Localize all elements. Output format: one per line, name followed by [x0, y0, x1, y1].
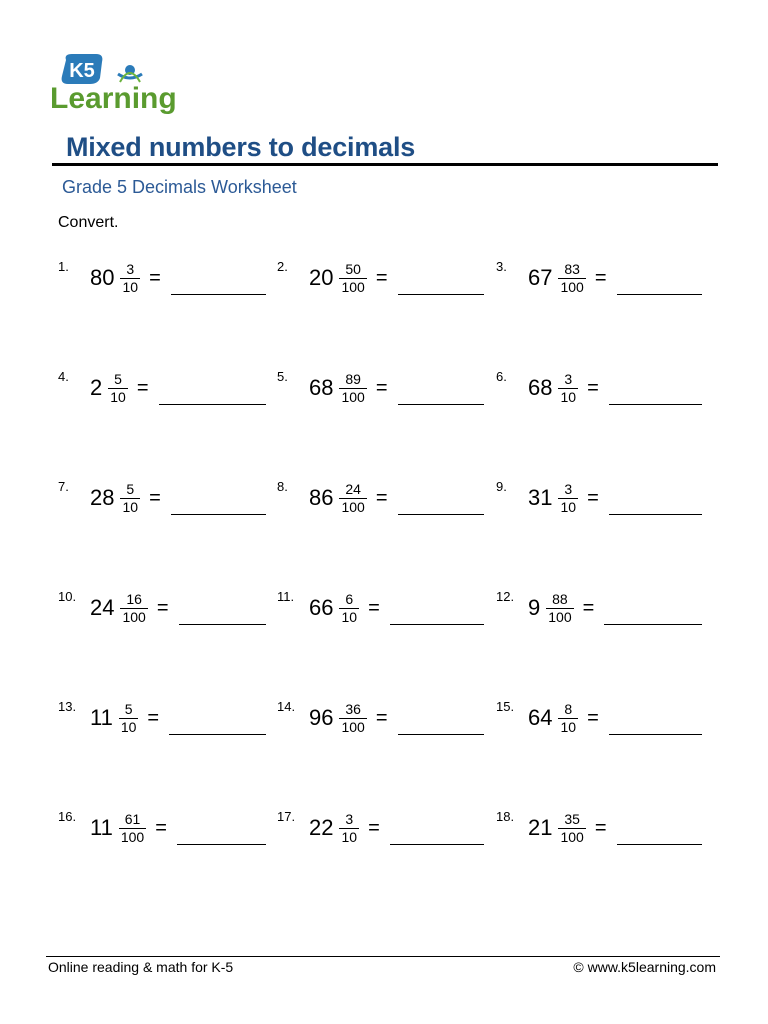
equals-sign: =: [149, 486, 161, 509]
whole-number: 67: [528, 265, 553, 290]
problem-item: [58, 697, 266, 747]
denominator: 100: [560, 278, 584, 295]
answer-blank[interactable]: [617, 844, 702, 845]
equals-sign: =: [147, 706, 160, 729]
equals-sign: =: [375, 706, 388, 729]
fraction: [558, 481, 578, 516]
problem-item: [496, 477, 702, 527]
fraction: [339, 261, 366, 296]
numerator: 3: [345, 810, 354, 827]
equals-sign: =: [594, 816, 607, 839]
problem-number: 18.: [496, 809, 515, 824]
fraction: [119, 811, 146, 846]
whole-number: 11: [90, 815, 113, 840]
mixed-number-expression: [528, 257, 607, 299]
problem-number: 14.: [277, 699, 296, 714]
denominator: 100: [341, 718, 365, 735]
whole-number: 11: [90, 705, 113, 730]
k5-learning-logo: [48, 52, 188, 114]
denominator: 10: [560, 498, 577, 515]
problem-item: [58, 367, 266, 417]
numerator: 16: [126, 590, 142, 607]
whole-number: 28: [90, 485, 115, 510]
denominator: 100: [122, 608, 146, 625]
whole-number: 66: [309, 595, 334, 620]
mixed-number-expression: [528, 697, 599, 739]
whole-number: 9: [528, 595, 541, 620]
equals-sign: =: [375, 376, 388, 399]
equals-sign: =: [368, 816, 380, 839]
denominator: 100: [548, 608, 572, 625]
mixed-number-expression: [90, 807, 167, 849]
numerator: 24: [345, 480, 361, 497]
numerator: 36: [345, 700, 361, 717]
problem-item: [58, 587, 266, 637]
problem-item: [496, 257, 702, 307]
problem-item: [277, 477, 484, 527]
whole-number: 21: [528, 815, 553, 840]
equals-sign: =: [156, 596, 169, 619]
denominator: 100: [560, 828, 584, 845]
problem-number: 16.: [58, 809, 77, 824]
fraction: [558, 811, 585, 846]
numerator: 5: [114, 370, 122, 387]
whole-number: 86: [309, 485, 334, 510]
problem-item: [496, 587, 702, 637]
mixed-number-expression: [90, 697, 159, 739]
fraction: [546, 591, 573, 626]
answer-blank[interactable]: [398, 294, 484, 295]
equals-sign: =: [587, 706, 599, 729]
problem-number: 3.: [496, 259, 507, 274]
numerator: 35: [564, 810, 580, 827]
problem-item: [496, 807, 702, 857]
title-divider: [52, 163, 718, 166]
mixed-number-expression: [309, 257, 388, 299]
fraction: [339, 701, 366, 736]
fraction: [339, 481, 366, 516]
problem-number: 2.: [277, 259, 288, 274]
whole-number: 20: [309, 265, 334, 290]
denominator: 10: [110, 388, 126, 405]
logo-wordmark: Learning: [50, 82, 177, 114]
problem-item: [277, 807, 484, 857]
fraction: [120, 481, 140, 516]
mixed-number-expression: [309, 367, 388, 409]
equals-sign: =: [136, 376, 149, 399]
problem-item: [496, 367, 702, 417]
problem-number: 4.: [58, 369, 69, 384]
fraction: [119, 701, 139, 736]
numerator: 3: [564, 480, 573, 497]
denominator: 10: [341, 828, 358, 845]
problem-number: 15.: [496, 699, 515, 714]
denominator: 10: [341, 608, 358, 625]
problem-number: 7.: [58, 479, 69, 494]
mixed-number-expression: [90, 587, 169, 629]
answer-blank[interactable]: [604, 624, 702, 625]
instruction-text: Convert.: [58, 214, 119, 231]
problem-item: [277, 587, 484, 637]
worksheet-subtitle: Grade 5 Decimals Worksheet: [62, 177, 297, 197]
problem-item: [277, 367, 484, 417]
fraction: [558, 371, 578, 406]
problem-item: [58, 477, 266, 527]
answer-blank[interactable]: [398, 734, 484, 735]
mixed-number-expression: [309, 477, 388, 519]
whole-number: 64: [528, 705, 553, 730]
problem-number: 1.: [58, 259, 69, 274]
numerator: 61: [124, 810, 141, 827]
answer-blank[interactable]: [398, 514, 484, 515]
numerator: 5: [126, 480, 135, 497]
footer-divider: [46, 956, 720, 957]
mixed-number-expression: [309, 807, 380, 849]
problem-item: [496, 697, 702, 747]
mixed-number-expression: [309, 587, 380, 629]
mixed-number-expression: [90, 367, 149, 409]
problem-item: [58, 807, 266, 857]
numerator: 5: [124, 700, 133, 717]
fraction: [558, 261, 585, 296]
problem-number: 6.: [496, 369, 507, 384]
numerator: 88: [552, 590, 568, 607]
mixed-number-expression: [528, 807, 607, 849]
numerator: 6: [345, 590, 354, 607]
mixed-number-expression: [528, 587, 594, 629]
denominator: 10: [122, 498, 139, 515]
footer-tagline: Online reading & math for K-5: [48, 959, 234, 975]
equals-sign: =: [582, 596, 595, 619]
problem-number: 10.: [58, 589, 77, 604]
equals-sign: =: [375, 486, 388, 509]
whole-number: 31: [528, 485, 553, 510]
numerator: 50: [345, 260, 361, 277]
numerator: 3: [126, 260, 135, 277]
problem-item: [277, 697, 484, 747]
denominator: 10: [560, 718, 577, 735]
numerator: 8: [564, 700, 573, 717]
problem-number: 13.: [58, 699, 77, 714]
fraction: [339, 591, 359, 626]
denominator: 100: [341, 278, 365, 295]
answer-blank[interactable]: [171, 514, 266, 515]
answer-blank[interactable]: [617, 294, 702, 295]
fraction: [339, 371, 366, 406]
worksheet-title: Mixed numbers to decimals: [66, 132, 416, 162]
answer-blank[interactable]: [398, 404, 484, 405]
answer-blank[interactable]: [177, 844, 266, 845]
problem-number: 9.: [496, 479, 507, 494]
whole-number: 96: [309, 705, 334, 730]
numerator: 89: [345, 370, 361, 387]
footer-website: © www.k5learning.com: [573, 959, 716, 975]
whole-number: 2: [90, 375, 103, 400]
denominator: 100: [341, 498, 365, 515]
problem-number: 17.: [277, 809, 296, 824]
equals-sign: =: [155, 816, 167, 839]
answer-blank[interactable]: [609, 734, 702, 735]
fraction: [339, 811, 359, 846]
mixed-number-expression: [528, 477, 599, 519]
problem-number: 8.: [277, 479, 288, 494]
fraction: [558, 701, 578, 736]
numerator: 83: [564, 260, 580, 277]
answer-blank[interactable]: [390, 624, 484, 625]
equals-sign: =: [587, 486, 599, 509]
problem-number: 12.: [496, 589, 515, 604]
equals-sign: =: [149, 266, 161, 289]
problem-item: [277, 257, 484, 307]
whole-number: 24: [90, 595, 115, 620]
whole-number: 68: [528, 375, 553, 400]
fraction: [120, 591, 147, 626]
mixed-number-expression: [90, 477, 161, 519]
answer-blank[interactable]: [390, 844, 484, 845]
logo-mark-text: K5: [69, 60, 95, 82]
denominator: 10: [122, 278, 139, 295]
equals-sign: =: [368, 596, 380, 619]
fraction: [120, 261, 140, 296]
answer-blank[interactable]: [171, 294, 266, 295]
fraction: [108, 371, 128, 406]
whole-number: 68: [309, 375, 334, 400]
whole-number: 80: [90, 265, 115, 290]
mixed-number-expression: [90, 257, 161, 299]
denominator: 10: [560, 388, 577, 405]
problem-item: [58, 257, 266, 307]
denominator: 100: [120, 828, 145, 845]
whole-number: 22: [309, 815, 334, 840]
answer-blank[interactable]: [159, 404, 266, 405]
equals-sign: =: [375, 266, 388, 289]
answer-blank[interactable]: [609, 514, 702, 515]
answer-blank[interactable]: [609, 404, 702, 405]
denominator: 100: [341, 388, 365, 405]
answer-blank[interactable]: [169, 734, 266, 735]
numerator: 3: [564, 370, 573, 387]
problem-number: 5.: [277, 369, 288, 384]
equals-sign: =: [587, 376, 599, 399]
denominator: 10: [120, 718, 137, 735]
problem-number: 11.: [277, 589, 295, 604]
mixed-number-expression: [309, 697, 388, 739]
answer-blank[interactable]: [179, 624, 266, 625]
equals-sign: =: [594, 266, 607, 289]
mixed-number-expression: [528, 367, 599, 409]
